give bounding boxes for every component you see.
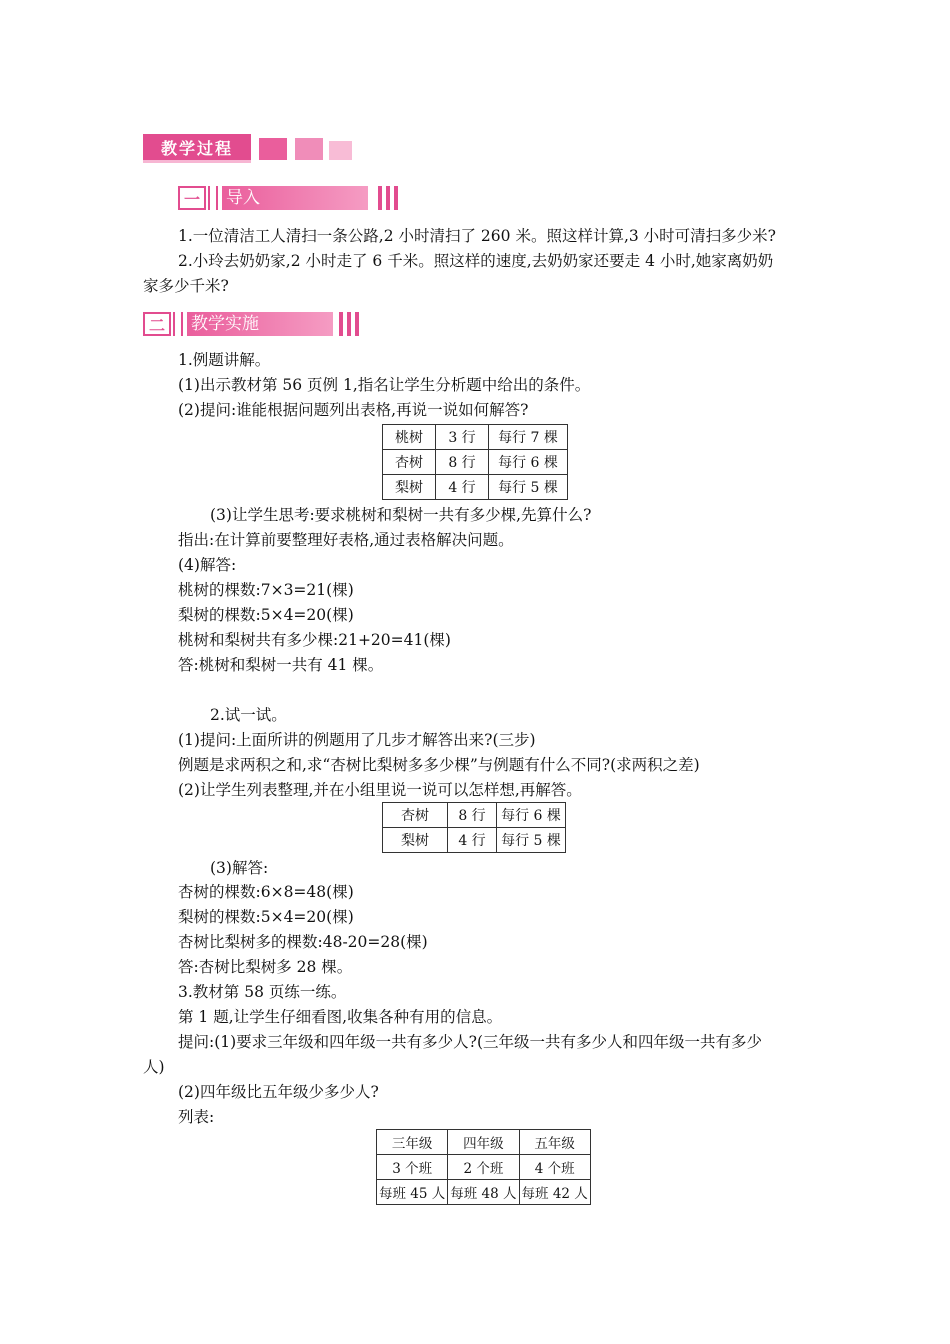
intro-line-2: 2.小玲去奶奶家,2 小时走了 6 千米。照这样的速度,去奶奶家还要走 4 小时,她家离奶奶 [178, 252, 774, 270]
part3-step3: 人) [143, 1058, 165, 1076]
part3-step1: 第 1 题,让学生仔细看图,收集各种有用的信息。 [178, 1008, 503, 1026]
table-row [383, 450, 568, 475]
part1-step4: 指出:在计算前要整理好表格,通过表格解决问题。 [178, 531, 514, 549]
table-cell: 3 行 [436, 425, 489, 450]
table-cell: 每班 45 人 [377, 1180, 448, 1205]
table-cell: 桃树 [383, 425, 436, 450]
table-row [383, 803, 566, 828]
intro-line-1: 1.一位清洁工人清扫一条公路,2 小时清扫了 260 米。照这样计算,3 小时可清扫多少米? [178, 227, 776, 245]
table-cell: 8 行 [448, 803, 497, 828]
part2-step7: 杏树比梨树多的棵数:48-20=28(棵) [178, 933, 428, 951]
part1-step3: (3)让学生思考:要求桃树和梨树一共有多少棵,先算什么? [210, 506, 592, 524]
table-cell: 每行 7 棵 [489, 425, 568, 450]
table-row [383, 425, 568, 450]
table-cell: 3 个班 [377, 1155, 448, 1180]
table-cell: 五年级 [519, 1130, 590, 1155]
table-cell: 4 行 [436, 475, 489, 500]
part3-title: 3.教材第 58 页练一练。 [178, 983, 347, 1001]
table-cell: 四年级 [448, 1130, 519, 1155]
part3-step4: (2)四年级比五年级少多少人? [178, 1083, 379, 1101]
part2-step3: (2)让学生列表整理,并在小组里说一说可以怎样想,再解答。 [178, 781, 582, 799]
part1-answer: 答:桃树和梨树一共有 41 棵。 [178, 656, 384, 674]
part1-step8: 桃树和梨树共有多少棵:21+20=41(棵) [178, 631, 451, 649]
table-cell: 梨树 [383, 475, 436, 500]
part3-step2: 提问:(1)要求三年级和四年级一共有多少人?(三年级一共有多少人和四年级一共有多少 [178, 1033, 763, 1051]
table-cell: 每行 6 棵 [497, 803, 566, 828]
section-number: 一 [178, 186, 206, 210]
table-cell: 4 个班 [519, 1155, 590, 1180]
part1-title: 1.例题讲解。 [178, 351, 271, 369]
grade-table [376, 1129, 591, 1205]
table-row [383, 828, 566, 853]
section-number: 二 [143, 312, 171, 336]
part1-step2: (2)提问:谁能根据问题列出表格,再说一说如何解答? [178, 401, 529, 419]
table-row [377, 1130, 591, 1155]
part1-step6: 桃树的棵数:7×3=21(棵) [178, 581, 354, 599]
table-cell: 每班 48 人 [448, 1180, 519, 1205]
table-row [377, 1180, 591, 1205]
banner-title: 教学过程 [160, 138, 233, 158]
table-cell: 梨树 [383, 828, 448, 853]
part2-step4: (3)解答: [210, 859, 269, 877]
part1-step7: 梨树的棵数:5×4=20(棵) [178, 606, 354, 624]
section-header-implementation [143, 312, 363, 336]
part2-step2: 例题是求两积之和,求“杏树比梨树多多少棵”与例题有什么不同?(求两积之差) [178, 756, 700, 774]
part2-step1: (1)提问:上面所讲的例题用了几步才解答出来?(三步) [178, 731, 536, 749]
table-cell: 杏树 [383, 450, 436, 475]
intro-line-3: 家多少千米? [143, 277, 229, 295]
table-cell: 三年级 [377, 1130, 448, 1155]
table-cell: 4 行 [448, 828, 497, 853]
part2-title: 2.试一试。 [210, 706, 287, 724]
table-row [377, 1155, 591, 1180]
part1-step1: (1)出示教材第 56 页例 1,指名让学生分析题中给出的条件。 [178, 376, 591, 394]
part1-step5: (4)解答: [178, 556, 237, 574]
table-cell: 2 个班 [448, 1155, 519, 1180]
banner-square-3 [329, 141, 352, 160]
part2-step6: 梨树的棵数:5×4=20(棵) [178, 908, 354, 926]
table-cell: 每行 6 棵 [489, 450, 568, 475]
section-title: 教学实施 [187, 312, 333, 336]
table-row [383, 475, 568, 500]
section-banner [143, 134, 251, 163]
banner-square-1 [259, 138, 287, 160]
table-cell: 每行 5 棵 [489, 475, 568, 500]
banner-square-2 [295, 138, 323, 160]
example-table [382, 424, 568, 500]
section-header-intro [178, 186, 398, 210]
practice-table [382, 802, 566, 853]
section-title: 导入 [222, 186, 368, 210]
table-cell: 每行 5 棵 [497, 828, 566, 853]
part3-step5: 列表: [178, 1108, 215, 1126]
table-cell: 杏树 [383, 803, 448, 828]
part2-step5: 杏树的棵数:6×8=48(棵) [178, 883, 354, 901]
table-cell: 每班 42 人 [519, 1180, 590, 1205]
table-cell: 8 行 [436, 450, 489, 475]
part2-answer: 答:杏树比梨树多 28 棵。 [178, 958, 353, 976]
